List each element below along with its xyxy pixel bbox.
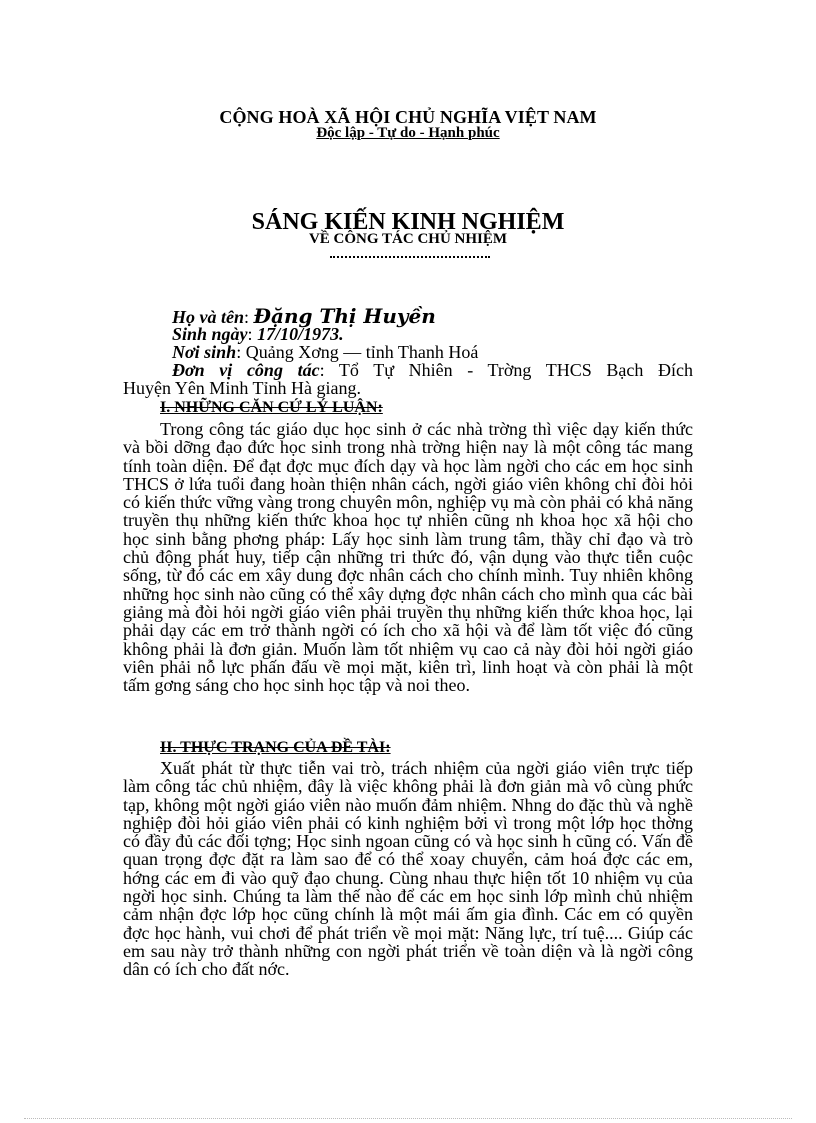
name-value: Đặng Thị Huyền (253, 304, 436, 328)
section-body-1: Trong công tác giáo dục học sinh ở các nhà trờng thì việc dạy kiến thức và bồi dỡng đạo đức học sinh trong nhà trờng hiện nay là một công tác mang tính toàn diện. Để đạt đợc mục đích dạy và học làm ngời cho các em học sinh THCS ở lứa tuổi đang hoàn thiện nhân cách, ngời giáo viên không chỉ đòi hỏi có kiến thức vững vàng trong chuyên môn, nghiệp vụ mà còn phải có khả năng truyền thụ những kiến thức khoa học tự nhiên cũng nh khoa học xã hội cho học sinh bằng phơng pháp: Lấy học sinh làm trung tâm, thầy chỉ đạo và trò chủ động phát huy, tiếp cận những tri thức đó, vận dụng vào thực tiễn cuộc sống, từ đó các em xây dung đợc nhân cách cho chính mình. Tuy nhiên không những học sinh nào cũng có thể xây dựng đợc nhân cách cho mình qua các bài giảng mà đòi hỏi ngời giáo viên phải truyền thụ những kiến thức khoa học, lại phải dạy các em trở thành ngời có ích cho xã hội và để làm tốt việc đó cũng không phải là đơn giản. Muốn làm tốt nhiệm vụ cao cả này đòi hỏi ngời giáo viên phải nỗ lực phấn đấu về mọi mặt, kiên trì, linh hoạt và còn phải là một tấm gơng sáng cho học sinh học tập và noi theo. (123, 419, 693, 696)
name-label: Họ và tên (172, 307, 244, 327)
birthplace-value: Quảng Xơng — tỉnh Thanh Hoá (245, 342, 479, 362)
birth-label: Sinh ngày (172, 324, 248, 344)
workplace-value-cont: Huyện Yên Minh Tỉnh Hà giang. (123, 378, 361, 398)
info-workplace-line: Đơn vị công tác: Tổ Tự Nhiên - Trờng THCS Bạch Đích (172, 360, 693, 380)
title-dotted-rule (330, 250, 490, 258)
section-heading-1: I. NHỮNG CĂN CỨ LÝ LUẬN: (160, 399, 383, 416)
national-motto: Độc lập - Tự do - Hạnh phúc (316, 125, 500, 141)
birthplace-label: Nơi sinh (172, 342, 237, 362)
workplace-label: Đơn vị công tác (172, 360, 320, 380)
national-title: CỘNG HOÀ XÃ HỘI CHỦ NGHĨA VIỆT NAM (219, 107, 597, 127)
document-subtitle: VỀ CÔNG TÁC CHỦ NHIỆM (308, 231, 508, 247)
workplace-value: Tổ Tự Nhiên - Trờng THCS Bạch Đích (338, 360, 693, 380)
document-title: SÁNG KIẾN KINH NGHIỆM (251, 209, 565, 235)
page-bottom-dotted-rule (24, 1118, 792, 1119)
info-birthplace-line: Nơi sinh: Quảng Xơng — tỉnh Thanh Hoá (172, 342, 479, 362)
info-name-line: Họ và tên: Đặng Thị Huyền (172, 304, 436, 328)
section-body-2: Xuất phát từ thực tiễn vai trò, trách nhiệm của ngời giáo viên trực tiếp làm công tác chủ nhiệm, đây là việc không phải là đơn giản mà vô cùng phức tạp, không một ngời giáo viên nào muốn đảm nhiệm. Nhng do đặc thù và nghề nghiệp đòi hỏi giáo viên phải có kinh nghiệm bởi vì trong một lớp học thờng có đầy đủ các đối tợng; Học sinh ngoan cũng có và học sinh h cũng có. Vấn đề quan trọng đợc đặt ra làm sao để có thể xoay chuyển, cảm hoá đợc các em, hớng các em đi vào quỹ đạo chung. Cùng nhau thực hiện tốt 10 nhiệm vụ của ngời học sinh. Chúng ta làm thế nào để các em học sinh lớp mình chủ nhiệm cảm nhận đợc lớp học cũng chính là một mái ấm gia đình. Các em có quyền đợc học hành, vui chơi để phát triển về mọi mặt: Năng lực, trí tuệ.... Giúp các em sau này trở thành những con ngời phát triển về toàn diện và là ngời công dân có ích cho đất nớc. (123, 758, 693, 980)
info-birth-line: Sinh ngày: 17/10/1973. (172, 324, 344, 344)
section-heading-2: II. THỰC TRẠNG CỦA ĐỀ TÀI: (160, 739, 391, 756)
birth-value: 17/10/1973. (257, 324, 344, 344)
